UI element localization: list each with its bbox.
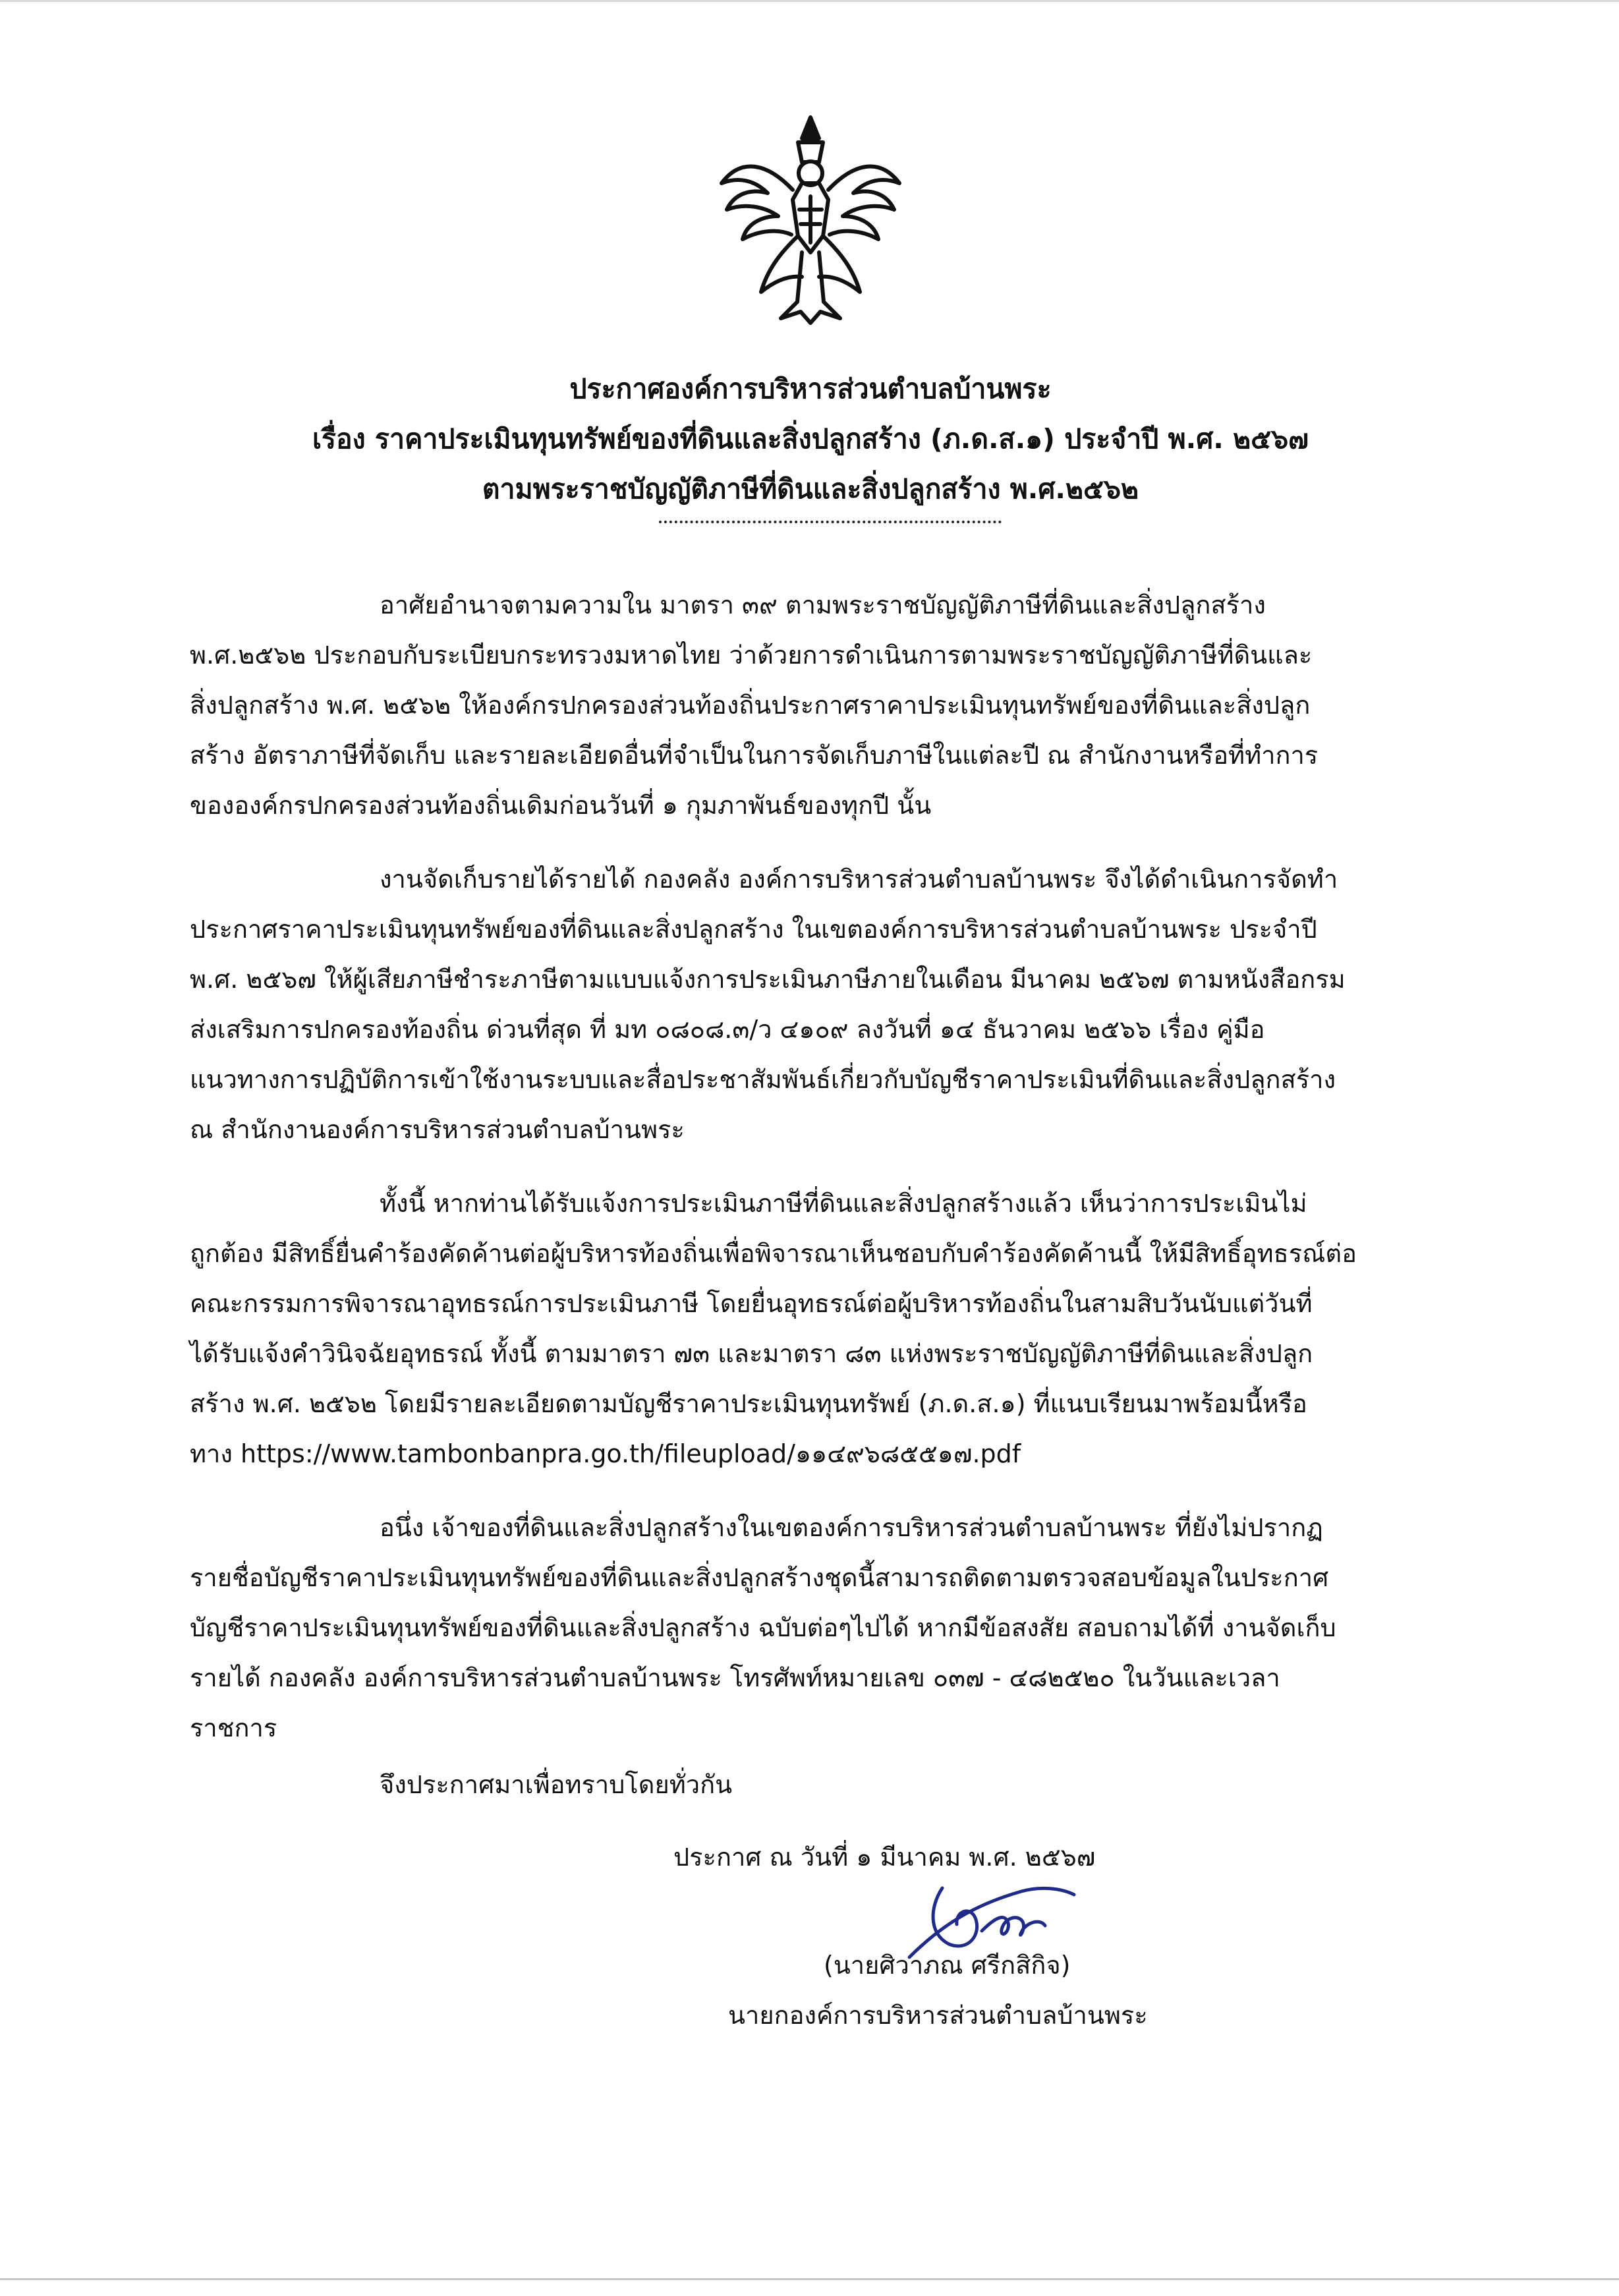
paragraph-line: ทาง https://www.tambonbanpra.go.th/fileupload/๑๑๔๙๖๘๕๕๑๗.pdf [190,1439,1021,1468]
paragraph-collection [190,854,1447,1155]
paragraph-line: ส่งเสริมการปกครองท้องถิ่น ด่วนที่สุด ที่ มท ๐๘๐๘.๓/ว ๔๑๐๙ ลงวันที่ ๑๔ ธันวาคม ๒๕๖๖ เรื่อง คู่มือ [190,1015,1265,1044]
paragraph-line: ราชการ [190,1713,277,1742]
scan-top-edge [0,0,1619,2]
paragraph-line: บัญชีราคาประเมินทุนทรัพย์ของที่ดินและสิ่งปลูกสร้าง ฉบับต่อๆไปได้ หากมีข้อสงสัย สอบถามได้ที่ งานจัดเก็บ [190,1613,1336,1642]
paragraph-line: สร้าง พ.ศ. ๒๕๖๒ โดยมีรายละเอียดตามบัญชีราคาประเมินทุนทรัพย์ (ภ.ด.ส.๑) ที่แนบเรียนมาพร้อมนี้หรือ [190,1389,1307,1418]
paragraph-line: ประกาศราคาประเมินทุนทรัพย์ของที่ดินและสิ่งปลูกสร้าง ในเขตองค์การบริหารส่วนตำบลบ้านพระ ประจำปี [190,915,1317,944]
scan-bottom-edge [0,2278,1619,2280]
paragraph-contact [190,1503,1447,1753]
paragraph-line: สิ่งปลูกสร้าง พ.ศ. ๒๕๖๒ ให้องค์กรปกครองส่วนท้องถิ่นประกาศราคาประเมินทุนทรัพย์ของที่ดินและสิ่งปลูก [190,691,1311,720]
paragraph-line: รายได้ กองคลัง องค์การบริหารส่วนตำบลบ้านพระ โทรศัพท์หมายเลข ๐๓๗ - ๔๘๒๕๒๐ ในวันและเวลา [190,1663,1280,1692]
title-line-org: ประกาศองค์การบริหารส่วนตำบลบ้านพระ [569,373,1052,405]
paragraph-line: ได้รับแจ้งคำวินิจฉัยอุทธรณ์ ทั้งนี้ ตามมาตรา ๗๓ และมาตรา ๘๓ แห่งพระราชบัญญัติภาษีที่ดินและสิ่งปลูก [190,1339,1313,1368]
title-line-act: ตามพระราชบัญญัติภาษีที่ดินและสิ่งปลูกสร้าง พ.ศ.๒๕๖๒ [482,473,1139,505]
paragraph-line: พ.ศ.๒๕๖๒ ประกอบกับระเบียบกระทรวงมหาดไทย ว่าด้วยการดำเนินการตามพระราชบัญญัติภาษีที่ดินและ [190,641,1313,670]
paragraph-line: แนวทางการปฏิบัติการเข้าใช้งานระบบและสื่อประชาสัมพันธ์เกี่ยวกับบัญชีราคาประเมินที่ดินและสิ่งปลูกสร้าง [190,1065,1336,1094]
paragraph-line: สร้าง อัตราภาษีที่จัดเก็บ และรายละเอียดอื่นที่จำเป็นในการจัดเก็บภาษีในแต่ละปี ณ สำนักงานหรือที่ทำการ [190,741,1319,770]
paragraph-line: จึงประกาศมาเพื่อทราบโดยทั่วกัน [380,1770,733,1799]
paragraph-line: ทั้งนี้ หากท่านได้รับแจ้งการประเมินภาษีที่ดินและสิ่งปลูกสร้างแล้ว เห็นว่าการประเมินไม่ [380,1189,1307,1218]
paragraph-authority [190,580,1447,830]
document-title [198,364,1423,514]
paragraph-line: อนึ่ง เจ้าของที่ดินและสิ่งปลูกสร้างในเขตองค์การบริหารส่วนตำบลบ้านพระ ที่ยังไม่ปรากฏ [380,1513,1323,1542]
paragraph-line: รายชื่อบัญชีราคาประเมินทุนทรัพย์ของที่ดินและสิ่งปลูกสร้างชุดนี้สามารถติดตามตรวจสอบข้อมูลในประกาศ [190,1563,1329,1592]
announcement-date: ประกาศ ณ วันที่ ๑ มีนาคม พ.ศ. ๒๕๖๗ [673,1843,1096,1872]
paragraph-line: ขององค์กรปกครองส่วนท้องถิ่นเดิมก่อนวันที่ ๑ กุมภาพันธ์ของทุกปี นั้น [190,791,932,820]
title-line-subject: เรื่อง ราคาประเมินทุนทรัพย์ของที่ดินและสิ่งปลูกสร้าง (ภ.ด.ส.๑) ประจำปี พ.ศ. ๒๕๖๗ [312,423,1309,455]
signer-title: นายกองค์การบริหารส่วนตำบลบ้านพระ [728,2001,1148,2030]
paragraph-line: อาศัยอำนาจตามความใน มาตรา ๓๙ ตามพระราชบัญญัติภาษีที่ดินและสิ่งปลูกสร้าง [380,590,1266,619]
paragraph-line: ถูกต้อง มีสิทธิ์ยื่นคำร้องคัดค้านต่อผู้บริหารท้องถิ่นเพื่อพิจารณาเห็นชอบกับคำร้องคัดค้านนี้ ให้มีสิทธิ์อุทธรณ์ต่อ [190,1239,1357,1268]
signer-name: (นายศิวาภณ ศรีกสิกิจ) [824,1951,1071,1980]
garuda-emblem-icon [715,111,906,328]
title-divider [659,521,1002,523]
paragraph-closing [190,1760,1447,1810]
paragraph-appeal [190,1178,1447,1479]
paragraph-line: งานจัดเก็บรายได้รายได้ กองคลัง องค์การบริหารส่วนตำบลบ้านพระ จึงได้ดำเนินการจัดทำ [380,865,1338,894]
paragraph-line: คณะกรรมการพิจารณาอุทธรณ์การประเมินภาษี โดยยื่นอุทธรณ์ต่อผู้บริหารท้องถิ่นในสามสิบวันนับแต่วันที่ [190,1289,1313,1318]
paragraph-line: ณ สำนักงานองค์การบริหารส่วนตำบลบ้านพระ [190,1115,685,1144]
paragraph-line: พ.ศ. ๒๕๖๗ ให้ผู้เสียภาษีชำระภาษีตามแบบแจ้งการประเมินภาษีภายในเดือน มีนาคม ๒๕๖๗ ตามหนังสือกรม [190,965,1346,994]
